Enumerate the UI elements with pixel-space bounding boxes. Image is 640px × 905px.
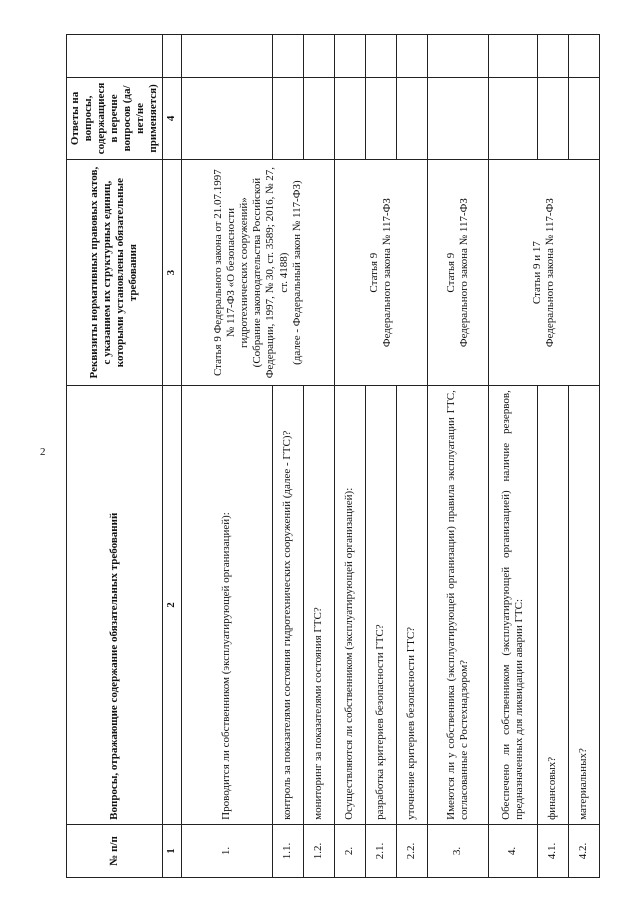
row-question: уточнение критериев безопасности ГТС? <box>396 386 427 825</box>
requisites-article: Статья 9 <box>444 252 457 293</box>
column-number: 1 <box>162 824 181 877</box>
column-number-empty <box>162 35 181 78</box>
requisites-law: Федерального закона № 117-ФЗ <box>457 198 470 348</box>
requisites-law: Федерального закона № 117-ФЗ <box>380 198 393 348</box>
row-number: 1.2. <box>303 824 334 877</box>
requisites-cell <box>181 160 334 386</box>
answer-cell[interactable] <box>488 77 537 159</box>
row-number: 4. <box>488 824 537 877</box>
column-number: 4 <box>162 77 181 159</box>
row-question: Имеются ли у собственника (эксплуатирующей организации) правила эксплуатации ГТС, согласованные с Ростехнадзором? <box>427 386 488 825</box>
extra-cell <box>272 35 303 78</box>
row-number: 2.2. <box>396 824 427 877</box>
row-number: 4.2. <box>568 824 599 877</box>
requisites-cell <box>427 160 488 386</box>
extra-cell <box>537 35 568 78</box>
table-row <box>181 35 272 878</box>
answer-cell[interactable] <box>303 77 334 159</box>
column-number: 2 <box>162 386 181 825</box>
requisites-cell <box>334 160 427 386</box>
row-question: разработка критериев безопасности ГТС? <box>365 386 396 825</box>
column-number: 3 <box>162 160 181 386</box>
extra-cell <box>365 35 396 78</box>
answer-cell[interactable] <box>427 77 488 159</box>
requirements-table <box>66 34 600 878</box>
requisites-law-abbrev: (далее - Федеральный закон № 117-ФЗ) <box>290 180 303 365</box>
extra-cell <box>334 35 365 78</box>
requisites-cell <box>488 160 599 386</box>
requisites-article: Статьи 9 и 17 <box>530 241 543 305</box>
row-question: Осуществляются ли собственником (эксплуатирующей организацией): <box>334 386 365 825</box>
header-requisites: Реквизиты нормативных правовых актов, с указанием их структурных единиц, которыми установлены обязательные требования <box>67 160 163 386</box>
table-row <box>334 35 365 878</box>
answer-cell[interactable] <box>396 77 427 159</box>
answer-cell[interactable] <box>272 77 303 159</box>
page-number: 2 <box>40 446 46 458</box>
row-question: Проводится ли собственником (эксплуатирующей организацией): <box>181 386 272 825</box>
row-number: 2.1. <box>365 824 396 877</box>
answer-cell[interactable] <box>568 77 599 159</box>
row-number: 4.1. <box>537 824 568 877</box>
requisites-law: Федерального закона № 117-ФЗ <box>543 198 556 348</box>
answer-cell[interactable] <box>365 77 396 159</box>
extra-cell <box>396 35 427 78</box>
header-extra <box>67 35 163 78</box>
answer-cell[interactable] <box>537 77 568 159</box>
requisites-law-source: (Собрание законодательства Российской Федерации, 1997, № 30, ст. 3589; 2016, № 27, ст. 4188) <box>251 166 290 379</box>
row-question: Обеспечено ли собственником (эксплуатирующей организацией) наличие резервов, предназначенных для ликвидации аварии ГТС: <box>488 386 537 825</box>
table-row <box>427 35 488 878</box>
extra-cell <box>568 35 599 78</box>
header-num: № п/п <box>67 824 163 877</box>
extra-cell <box>427 35 488 78</box>
answer-cell[interactable] <box>181 77 272 159</box>
header-question: Вопросы, отражающие содержание обязательных требований <box>67 386 163 825</box>
header-answers: Ответы на вопросы, содержащиеся в перечне вопросов (да/нет/не применяется) <box>67 77 163 159</box>
column-number-row <box>162 35 181 878</box>
row-number: 3. <box>427 824 488 877</box>
row-question: контроль за показателями состояния гидротехнических сооружений (далее - ГТС)? <box>272 386 303 825</box>
table-row <box>488 35 537 878</box>
answer-cell[interactable] <box>334 77 365 159</box>
row-question: мониторинг за показателями состояния ГТС? <box>303 386 334 825</box>
extra-cell <box>488 35 537 78</box>
table-header-row <box>67 35 163 878</box>
rotated-table-container <box>66 34 590 878</box>
extra-cell <box>181 35 272 78</box>
row-question: материальных? <box>568 386 599 825</box>
row-question: финансовых? <box>537 386 568 825</box>
row-number: 1.1. <box>272 824 303 877</box>
row-number: 1. <box>181 824 272 877</box>
requisites-law-title: Статья 9 Федерального закона от 21.07.1997 № 117-ФЗ «О безопасности гидротехнических сооружений» <box>211 169 250 377</box>
extra-cell <box>303 35 334 78</box>
requisites-article: Статья 9 <box>367 252 380 293</box>
row-number: 2. <box>334 824 365 877</box>
